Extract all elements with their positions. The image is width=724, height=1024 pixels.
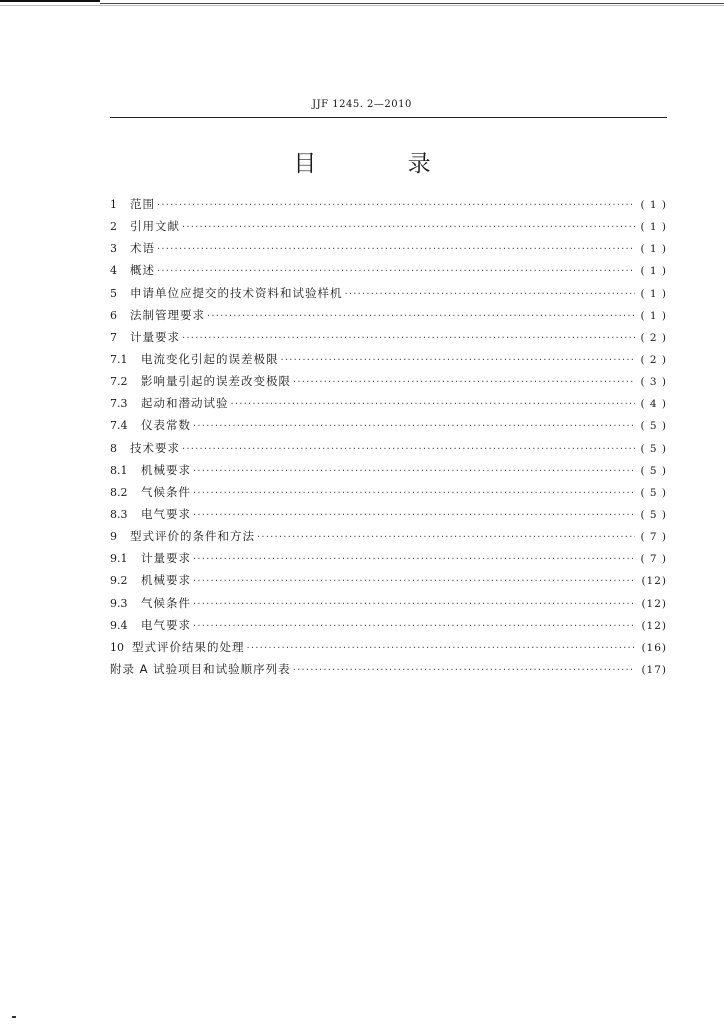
toc-entry[interactable] [110,351,667,373]
scan-edge-artifact [0,0,724,8]
toc-entry-number: 8 [110,441,117,455]
toc-leader-dots [182,333,635,344]
toc-entry-number: 7.4 [110,419,128,433]
toc-entry-page: (12) [641,619,667,632]
toc-entry-page: (12) [641,575,667,588]
toc-entry-number: 9.1 [110,552,128,566]
toc-entry[interactable] [110,196,667,218]
toc-entry[interactable] [110,373,667,395]
toc-leader-dots [207,311,635,322]
toc-entry-title: 电流变化引起的误差极限 [141,351,279,366]
toc-entry-title: 法制管理要求 [130,307,205,322]
toc-entry-number: 1 [110,198,117,211]
toc-entry-number: 9.2 [110,574,128,588]
toc-entry-title: 机械要求 [141,462,191,477]
toc-entry[interactable] [110,528,667,550]
toc-entry-number: 9 [110,530,117,544]
toc-entry-title: 型式评价结果的处理 [132,639,245,654]
toc-leader-dots [193,621,635,632]
toc-entry[interactable] [110,661,667,683]
toc-entry-title: 电气要求 [141,617,191,632]
toc-leader-dots [193,421,635,432]
toc-entry-number: 7.1 [110,352,128,366]
toc-leader-dots [182,222,635,233]
toc-entry[interactable] [110,307,667,329]
toc-entry-page: ( 2 ) [640,331,667,344]
toc-entry-number: 7.3 [110,397,128,411]
toc-leader-dots [281,355,636,366]
header-rule [110,117,667,118]
toc-entry-number: 2 [110,220,117,234]
toc-entry-page: ( 1 ) [640,265,667,278]
toc-entry[interactable] [110,218,667,240]
toc-entry-number: 9.3 [110,596,128,610]
toc-leader-dots [193,599,635,610]
toc-entry-title: 电气要求 [141,506,191,521]
toc-entry-title: 计量要求 [130,329,180,344]
toc-entry-page: ( 7 ) [640,531,667,544]
toc-leader-dots [231,399,636,410]
toc-entry-page: (17) [641,663,667,676]
toc-entry-number: 8.3 [110,507,128,521]
toc-leader-dots [193,554,635,565]
toc-entry-number: 3 [110,242,117,256]
toc-entry-number: 7 [110,330,117,344]
toc-leader-dots [157,200,635,211]
toc-entry[interactable] [110,595,667,617]
toc-entry-page: ( 5 ) [640,508,667,521]
toc-leader-dots [247,643,636,654]
toc-entry-number: 8.1 [110,463,128,477]
toc-entry[interactable] [110,550,667,572]
toc-entry-title: 申请单位应提交的技术资料和试验样机 [130,285,343,300]
toc-entry-number: 4 [110,264,117,278]
toc-entry-page: ( 1 ) [640,221,667,234]
toc-entry-title: 术语 [130,241,155,256]
toc-entry-page: ( 1 ) [640,199,667,211]
toc-entry-number: 6 [110,308,117,322]
toc-leader-dots [193,466,635,477]
toc-entry-title: 范围 [130,197,155,211]
toc-entry[interactable] [110,506,667,528]
standard-code: JJF 1245. 2—2010 [312,99,412,110]
scan-line [0,0,100,2]
toc-leader-dots [345,289,636,300]
toc-entry-page: (12) [641,597,667,610]
toc-entry[interactable] [110,240,667,262]
toc-leader-dots [293,377,635,388]
toc-entry-number: 7.2 [110,375,128,389]
toc-entry[interactable] [110,462,667,484]
toc-entry[interactable] [110,639,667,661]
toc-entry-page: ( 5 ) [640,442,667,455]
toc-leader-dots [293,665,635,676]
toc-entry-page: (16) [641,641,667,654]
toc-entry-title: 影响量引起的误差改变极限 [141,374,291,389]
toc-entry[interactable] [110,417,667,439]
toc-entry-title: 气候条件 [141,595,191,610]
toc-entry-number: 5 [110,286,117,300]
toc-leader-dots [157,244,635,255]
toc-entry-title: 引用文献 [130,219,180,234]
toc-entry-title: 技术要求 [130,440,180,455]
toc-entry-page: ( 5 ) [640,486,667,499]
toc-entry[interactable] [110,440,667,462]
toc-entry-title: 附录 A 试验项目和试验顺序列表 [110,661,291,676]
toc-entry-number: 9.4 [110,618,128,632]
toc-leader-dots [182,444,635,455]
toc-title: 目 录 [293,151,473,177]
toc-entry-title: 气候条件 [141,484,191,499]
toc-entry-page: ( 7 ) [640,553,667,566]
toc-entry[interactable] [110,285,667,307]
toc-entry[interactable] [110,329,667,351]
toc-leader-dots [193,576,635,587]
toc-entry-number: 10 [110,640,124,654]
scan-mark [12,1016,16,1018]
toc-entry[interactable] [110,395,667,417]
toc-entry[interactable] [110,262,667,284]
toc-entry-page: ( 1 ) [640,243,667,256]
toc-leader-dots [193,510,635,521]
toc-entry-number: 8.2 [110,485,128,499]
toc-entry-title: 概述 [130,263,155,278]
toc-entry[interactable] [110,572,667,594]
toc-entry-title: 起动和潜动试验 [141,396,229,411]
toc-entry-page: ( 5 ) [640,464,667,477]
toc-entry-title: 型式评价的条件和方法 [130,529,255,544]
toc-entry-page: ( 2 ) [640,353,667,366]
toc-entry-page: ( 1 ) [640,309,667,322]
toc-entry[interactable] [110,617,667,639]
toc-entry-title: 机械要求 [141,573,191,588]
table-of-contents [110,196,667,683]
toc-entry-title: 仪表常数 [141,418,191,433]
toc-entry-title: 计量要求 [141,551,191,566]
toc-entry[interactable] [110,484,667,506]
toc-leader-dots [193,488,635,499]
toc-leader-dots [157,266,635,277]
toc-entry-page: ( 1 ) [640,287,667,300]
toc-entry-page: ( 4 ) [640,398,667,411]
toc-leader-dots [257,532,635,543]
toc-entry-page: ( 5 ) [640,420,667,433]
toc-entry-page: ( 3 ) [640,376,667,389]
scan-line [100,3,724,4]
scan-line [0,5,724,6]
